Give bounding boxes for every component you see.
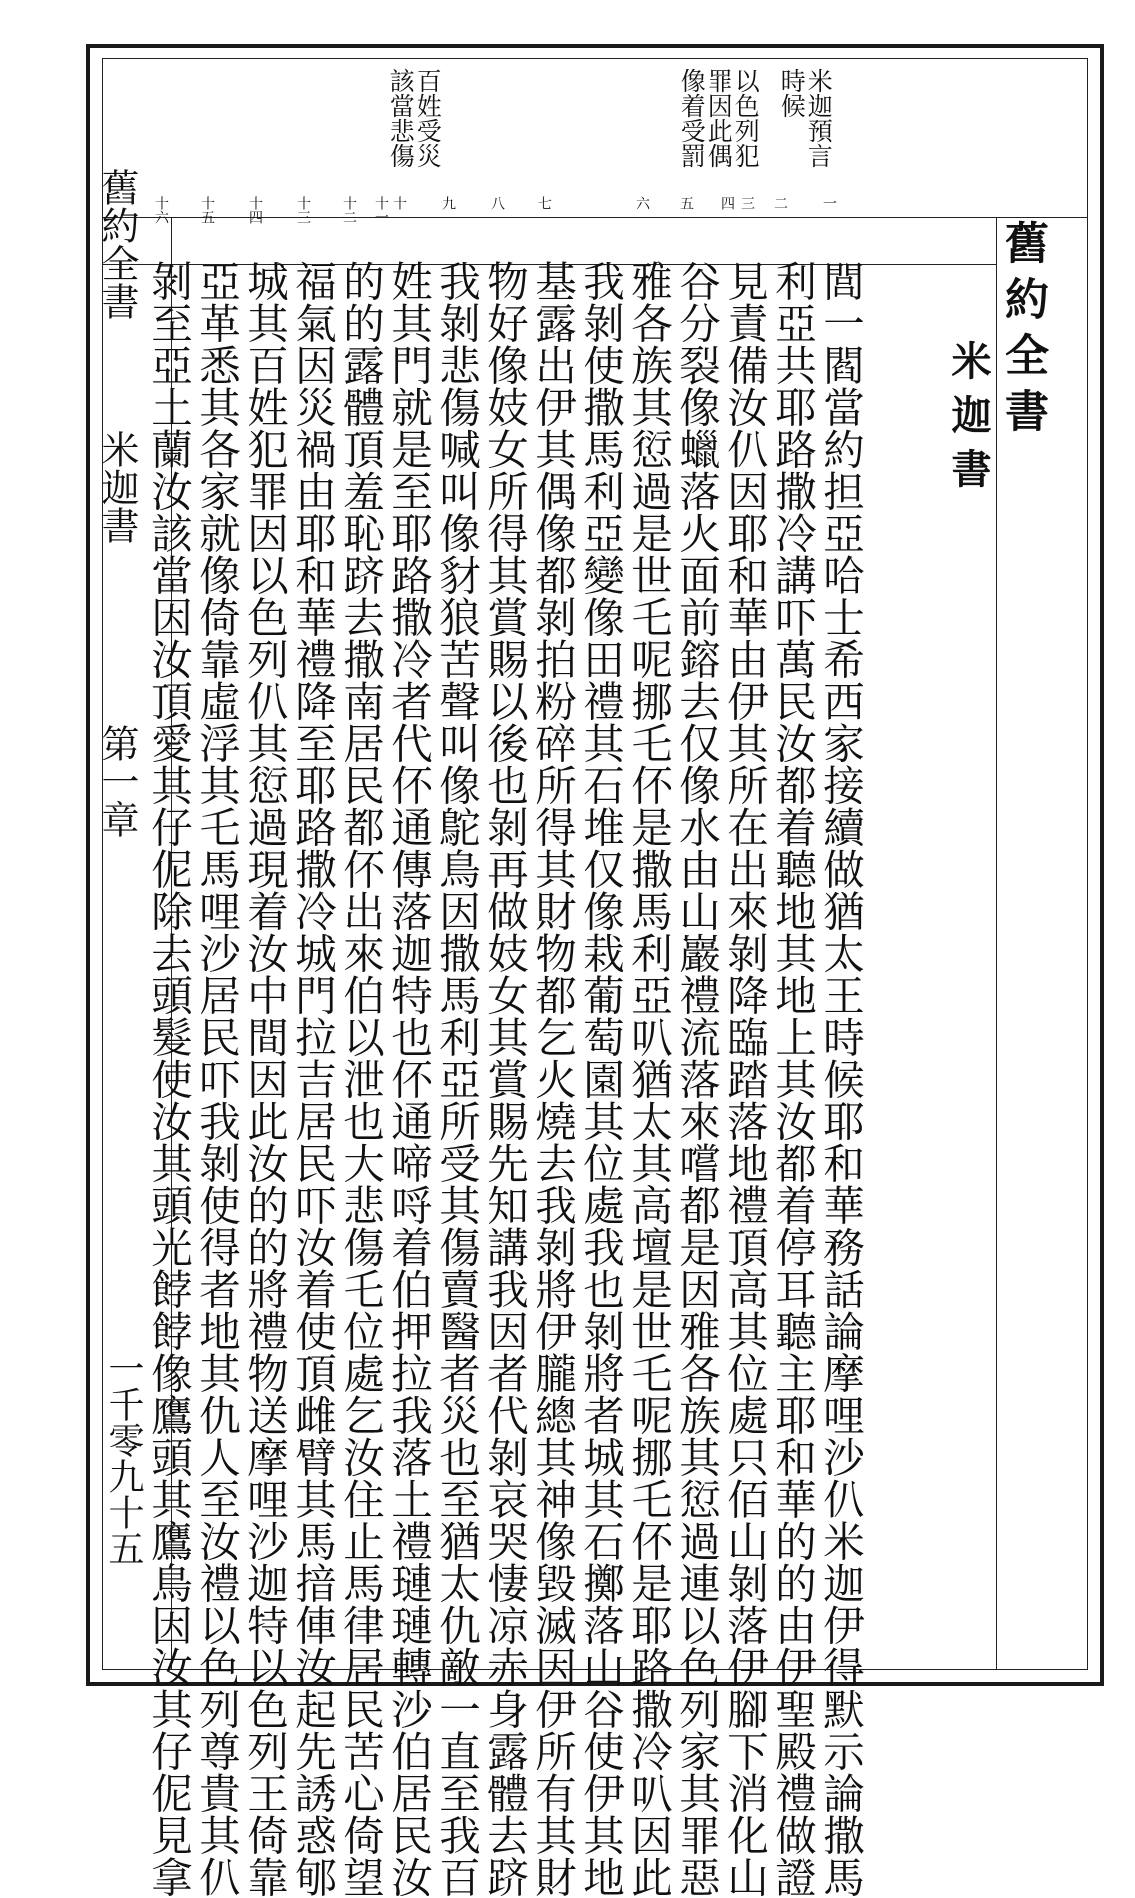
text-column-7: 基露出伊其偶像都剝拍粉碎所得其財物都乞火燒去我剝將伊朧總其神像毀滅因伊所有其財 (528, 260, 577, 1898)
verse-number: 一 (821, 196, 837, 210)
verse-number: 十三 (295, 196, 311, 224)
verse-number: 二 (772, 196, 788, 210)
text-column-8: 物好像妓女所得其賞賜以後也剝再做妓女其賞賜先知講我因者代剝哀哭悽凉赤身露體去跻 (480, 260, 529, 1898)
verse-number: 十六 (153, 196, 169, 224)
verse-number: 四 (719, 196, 735, 210)
headnote-1b: 時候 (777, 68, 807, 118)
verse-number: 十四 (247, 196, 263, 224)
text-column-10: 姓其門就是至耶路撒冷者代伓通傳落迦特也伓通啼哷着伯押拉我落土禮璉璉轉沙伯居民汝 (384, 260, 433, 1898)
text-column-5: 雅各族其愆過是世乇呢挪乇伓是撒馬利亞叭猶太其高壇是世乇呢挪乇伓是耶路撒冷叭因此 (624, 260, 673, 1898)
verse-number: 八 (489, 196, 505, 210)
chapter-heading: 米迦書 (945, 340, 992, 502)
verse-number: 五 (678, 196, 694, 210)
text-column-15: 剝至亞土蘭汝該當因汝頂愛其仔伲除去頭髮使汝其頭光餑餑像鷹頭其鷹鳥因汝其仔伲見拿 (144, 260, 193, 1898)
headnote-3: 百姓受災 (413, 68, 443, 168)
text-column-1: 閭一閻當約担亞哈士希西家接續做猶太王時候耶和華務話論摩哩沙仈米迦伊得默示論撒馬 (816, 260, 865, 1898)
text-column-6: 我剝使撒馬利亞變像田禮其石堆仅像栽葡萄園其位處我也剝將者城其石擲落山谷使伊其地 (576, 260, 625, 1898)
verse-number: 七 (536, 196, 552, 210)
book-title: 舊約全書 (997, 220, 1048, 444)
headnote-1: 米迦預言 (804, 68, 834, 168)
text-column-2: 利亞共耶路撒冷講吓萬民汝都着聽地其地上其汝都着停耳聽主耶和華的的由伊聖殿禮做證 (768, 260, 817, 1898)
verse-number: 十一 (373, 196, 389, 224)
text-column-11: 的的露體頂羞恥跻去撒南居民都伓出來伯以泄也大悲傷乇位處乞汝住止馬律居民苦心倚望 (336, 260, 385, 1898)
headnote-2b: 罪因此偶 (704, 68, 734, 168)
running-title: 舊約全書 (95, 168, 139, 320)
page-number: 一千零九十五 (103, 1350, 144, 1566)
verse-number: 九 (440, 196, 456, 210)
text-column-9: 我剝悲傷喊叫像豺狼苦聲叫像鴕鳥因撒馬利亞所受其傷賣醫者災也至猶太仇敵一直至我百 (432, 260, 481, 1898)
text-column-3: 見責備汝仈因耶和華由伊其所在出來剝降臨踏落地禮頂高其位處只佰山剝落伊腳下消化山 (720, 260, 769, 1898)
text-column-12: 福氣因災禍由耶和華禮降至耶路撒冷城門拉吉居民吓汝着使頂雌臂其馬揞俥汝起先誘惑郇 (288, 260, 337, 1898)
verse-number: 六 (634, 196, 650, 210)
headnote-2c: 像着受罰 (677, 68, 707, 168)
verse-number: 十五 (199, 196, 215, 224)
running-header (95, 168, 139, 838)
verse-number: 十二 (341, 196, 357, 224)
headnote-2: 以色列犯 (731, 68, 761, 168)
headnote-3b: 該當悲傷 (386, 68, 416, 168)
text-column-4: 谷分裂像蠟落火面前鎔去仅像水由山巖禮流落來嚐都是因雅各族其愆過連以色列家其罪惡 (672, 260, 721, 1898)
running-book: 米迦書 (95, 430, 139, 544)
text-column-13: 城其百姓犯罪因以色列仈其愆過現着汝中間因此汝的的將禮物送摩哩沙迦特以色列王倚靠 (240, 260, 289, 1898)
verse-number: 十 (391, 196, 407, 210)
verse-number: 三 (739, 196, 755, 210)
running-chapter: 第一章 (95, 724, 139, 838)
text-column-14: 亞革悉其各家就像倚靠虛浮其乇馬哩沙居民吓我剝使得者地其仇人至汝禮以色列尊貴其仈 (192, 260, 241, 1898)
